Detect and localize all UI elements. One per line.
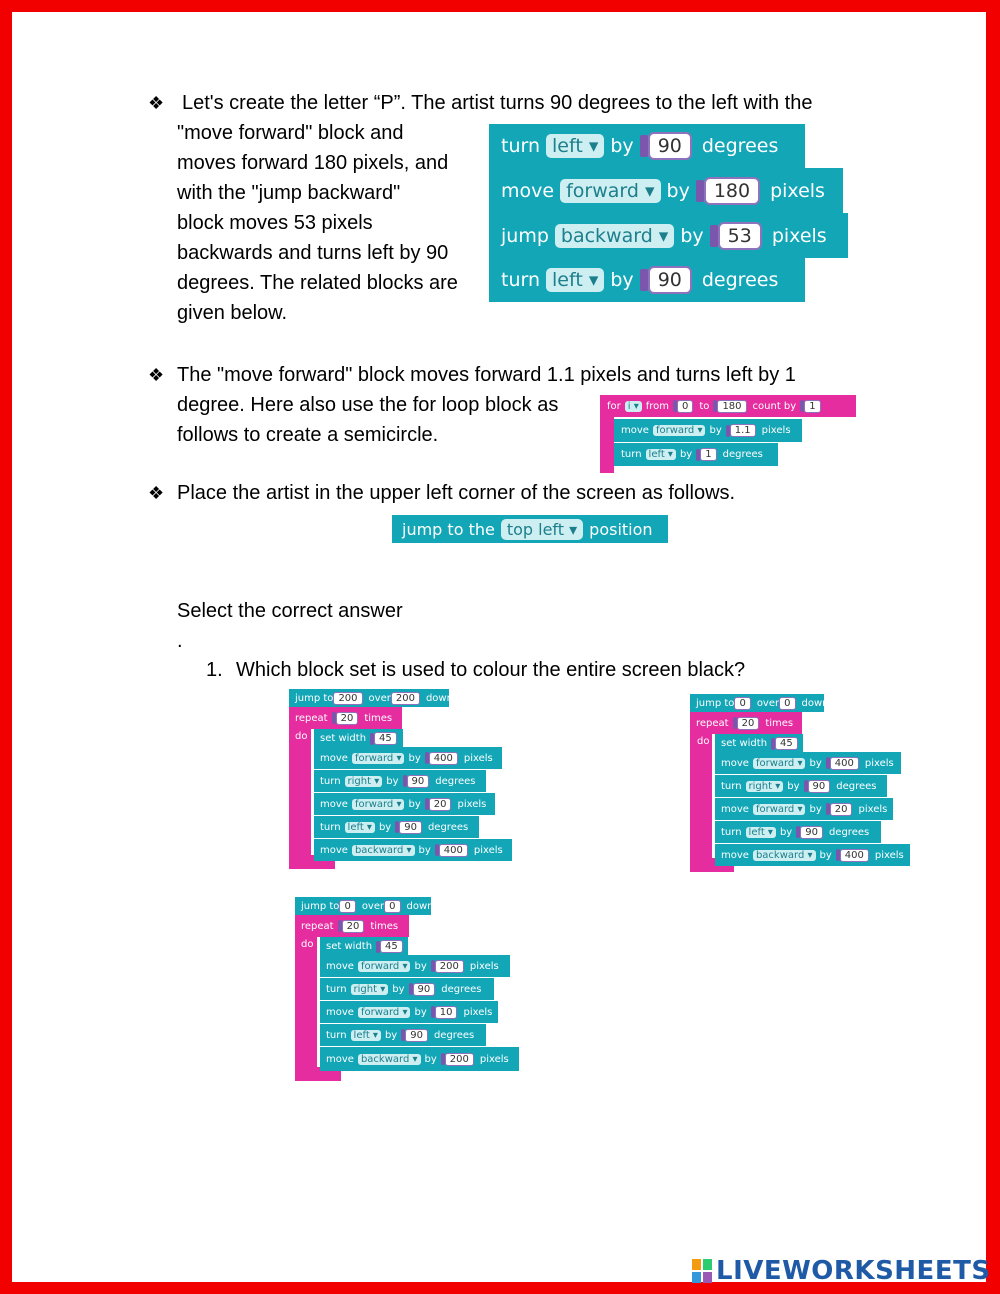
value-slot: [692, 448, 722, 461]
jump-to-position-block[interactable]: [392, 515, 668, 543]
block-verb: turn: [501, 269, 541, 291]
section3-line1: Place the artist in the upper left corner of the screen as follows.: [177, 482, 736, 504]
value-slot: [792, 826, 829, 839]
value-slot: [822, 757, 865, 770]
value-slot: [333, 692, 368, 705]
value-slot: [669, 400, 699, 413]
block-by: by: [680, 224, 704, 247]
plug-shape: [733, 717, 737, 729]
times-label: times: [364, 712, 393, 724]
block-unit: degrees: [427, 821, 469, 833]
jump-backward-block[interactable]: [489, 213, 848, 258]
direction-dropdown[interactable]: left ▾: [351, 1030, 381, 1041]
value-input[interactable]: 90: [808, 780, 831, 793]
section2-line2: degree. Here also use the for loop block as: [177, 394, 559, 416]
plug-shape: [409, 983, 413, 995]
section2-line1: The "move forward" block moves forward 1.1 pixels and turns left by 1: [177, 364, 796, 386]
value-input[interactable]: 90: [407, 775, 430, 788]
value-input[interactable]: 20: [429, 798, 452, 811]
value-slot: [431, 844, 474, 857]
do-label: do: [301, 939, 314, 950]
value-slot: [399, 775, 436, 788]
section2-line3: follows to create a semicircle.: [177, 424, 439, 446]
value-slot: [437, 1053, 480, 1066]
logo-square: [692, 1272, 701, 1283]
block-by: by: [414, 960, 427, 972]
do-label: do: [295, 731, 308, 742]
direction-dropdown[interactable]: backward ▾: [358, 1054, 421, 1065]
direction-dropdown[interactable]: backward ▾: [352, 845, 415, 856]
value-slot: [796, 400, 826, 413]
block-label: set width: [721, 738, 768, 749]
direction-dropdown[interactable]: forward ▾: [358, 961, 411, 972]
direction-dropdown[interactable]: left ▾: [546, 134, 604, 158]
block-unit: degrees: [435, 775, 476, 787]
value-slot: [634, 266, 702, 294]
block-unit: pixels: [864, 757, 894, 769]
plug-shape: [640, 269, 648, 291]
value-input[interactable]: 200: [445, 1053, 474, 1066]
move-forward-block[interactable]: [314, 793, 495, 815]
direction-dropdown[interactable]: forward ▾: [753, 804, 806, 815]
for-label: for: [607, 400, 621, 412]
position-dropdown[interactable]: top left ▾: [501, 519, 583, 540]
block-label: jump to: [301, 900, 340, 912]
block-verb: turn: [326, 1029, 347, 1041]
value-slot: [427, 1006, 464, 1019]
block-by: by: [709, 425, 722, 436]
count-by-label: count by: [752, 400, 797, 412]
variable-dropdown[interactable]: i ▾: [625, 401, 642, 412]
block-verb: turn: [621, 449, 642, 460]
section1-line1: Let's create the letter “P”. The artist turns 90 degrees to the left with the: [182, 92, 813, 114]
text-line: backwards and turns left by 90: [177, 242, 449, 264]
move-forward-block[interactable]: [320, 1001, 498, 1023]
block-verb: move: [721, 849, 749, 861]
jump-to-block[interactable]: [289, 689, 453, 707]
over-label: over: [756, 697, 780, 709]
block-by: by: [809, 757, 822, 769]
value-slot: [405, 983, 442, 996]
direction-dropdown[interactable]: forward ▾: [753, 758, 806, 769]
plug-shape: [640, 135, 648, 157]
repeat-input[interactable]: 20: [737, 717, 760, 730]
value-slot: [421, 752, 464, 765]
plug-shape: [403, 775, 407, 787]
value-slot: [391, 821, 428, 834]
move-backward-block[interactable]: [320, 1047, 519, 1071]
value-input[interactable]: 180: [704, 177, 760, 205]
value-slot: [690, 177, 770, 205]
block-by: by: [408, 752, 421, 764]
block-by: by: [414, 1006, 427, 1018]
times-label: times: [765, 717, 794, 729]
plug-shape: [696, 180, 704, 202]
repeat-input[interactable]: 20: [336, 712, 359, 725]
do-label: do: [697, 736, 710, 747]
direction-dropdown[interactable]: forward ▾: [358, 1007, 411, 1018]
value-slot: [391, 692, 426, 705]
question-number: 1.: [206, 659, 223, 681]
value-slot: [372, 940, 409, 953]
value-input[interactable]: 90: [648, 266, 692, 294]
width-input[interactable]: 45: [374, 732, 397, 745]
to-input[interactable]: 180: [717, 400, 746, 413]
move-backward-block[interactable]: [314, 839, 512, 861]
block-verb: turn: [721, 780, 742, 792]
x-input[interactable]: 0: [339, 900, 355, 913]
move-forward-block[interactable]: [314, 747, 502, 769]
value-input[interactable]: 90: [648, 132, 692, 160]
value-input[interactable]: 53: [718, 222, 762, 250]
value-slot: [734, 697, 756, 710]
turn-left-block[interactable]: [489, 124, 805, 168]
block-by: by: [408, 798, 421, 810]
block-unit: pixels: [479, 1053, 509, 1065]
bullet-icon: ❖: [148, 93, 165, 113]
width-input[interactable]: 45: [775, 737, 798, 750]
block-by: by: [386, 775, 399, 787]
repeat-input[interactable]: 20: [342, 920, 365, 933]
count-input[interactable]: 1: [804, 400, 820, 413]
value-slot: [384, 900, 406, 913]
value-slot: [427, 960, 470, 973]
value-input[interactable]: 200: [435, 960, 464, 973]
block-unit: degrees: [836, 780, 877, 792]
direction-dropdown[interactable]: right ▾: [345, 776, 383, 787]
block-by: by: [384, 1029, 398, 1041]
value-input[interactable]: 90: [399, 821, 422, 834]
jump-to-block[interactable]: [690, 694, 829, 712]
value-slot: [328, 712, 365, 725]
value-slot: [634, 132, 702, 160]
block-unit: degrees: [701, 135, 779, 157]
direction-dropdown[interactable]: left ▾: [546, 268, 604, 292]
block-unit: pixels: [770, 179, 825, 202]
block-suffix: position: [589, 519, 653, 539]
block-by: by: [779, 826, 793, 838]
value-slot: [421, 798, 458, 811]
value-input[interactable]: 1: [700, 448, 716, 461]
down-label: down: [801, 697, 829, 709]
block-verb: move: [326, 1053, 354, 1065]
block-by: by: [418, 844, 431, 856]
value-slot: [334, 920, 371, 933]
logo-text: LIVEWORKSHEETS: [716, 1256, 991, 1286]
over-label: over: [361, 900, 385, 912]
move-forward-block[interactable]: [715, 752, 901, 774]
repeat-block[interactable]: [690, 712, 802, 734]
block-prefix: jump to the: [402, 519, 495, 539]
plug-shape: [804, 780, 808, 792]
block-unit: pixels: [473, 844, 503, 856]
value-input[interactable]: 400: [830, 757, 859, 770]
block-by: by: [666, 179, 690, 202]
move-backward-block[interactable]: [715, 844, 910, 866]
logo-square: [692, 1259, 701, 1270]
direction-dropdown[interactable]: left ▾: [345, 822, 375, 833]
turn-left-block[interactable]: [314, 816, 479, 838]
value-slot: [366, 732, 403, 745]
block-verb: turn: [721, 826, 742, 838]
plug-shape: [710, 225, 718, 247]
y-input[interactable]: 0: [779, 697, 795, 710]
value-slot: [709, 400, 752, 413]
plug-shape: [332, 712, 336, 724]
direction-dropdown[interactable]: forward ▾: [352, 753, 405, 764]
down-label: down: [406, 900, 434, 912]
text-line: with the "jump backward": [177, 182, 401, 204]
block-label: set width: [320, 733, 367, 744]
value-input[interactable]: 90: [405, 1029, 428, 1042]
block-by: by: [610, 135, 634, 157]
turn-left-block[interactable]: [715, 821, 881, 843]
block-unit: degrees: [433, 1029, 475, 1041]
block-label: jump to: [295, 692, 334, 704]
block-verb: move: [501, 179, 555, 202]
value-slot: [704, 222, 772, 250]
block-unit: degrees: [701, 269, 779, 291]
direction-dropdown[interactable]: backward ▾: [555, 224, 674, 248]
instruction-text: Select the correct answer: [177, 600, 403, 622]
block-unit: degrees: [441, 983, 482, 995]
value-input[interactable]: 90: [800, 826, 823, 839]
value-input[interactable]: 10: [435, 1006, 458, 1019]
question-text: Which block set is used to colour the entire screen black?: [236, 659, 746, 681]
block-by: by: [378, 821, 392, 833]
block-unit: pixels: [463, 752, 493, 764]
turn-right-block[interactable]: [314, 770, 486, 792]
direction-dropdown[interactable]: left ▾: [746, 827, 776, 838]
value-input[interactable]: 90: [413, 983, 436, 996]
block-label: jump to: [696, 697, 735, 709]
block-verb: turn: [326, 983, 347, 995]
direction-dropdown[interactable]: backward ▾: [753, 850, 816, 861]
width-input[interactable]: 45: [380, 940, 403, 953]
y-input[interactable]: 200: [391, 692, 420, 705]
block-verb: move: [326, 1006, 354, 1018]
block-label: set width: [326, 941, 373, 952]
value-slot: [767, 737, 804, 750]
dot-text: .: [177, 630, 183, 652]
block-verb: move: [326, 960, 354, 972]
logo-badge-icon: [692, 1259, 712, 1283]
x-input[interactable]: 0: [734, 697, 750, 710]
for-loop-block[interactable]: [600, 395, 856, 417]
direction-dropdown[interactable]: left ▾: [646, 449, 676, 460]
liveworksheets-logo[interactable]: [692, 1256, 991, 1286]
value-slot: [832, 849, 875, 862]
move-forward-block[interactable]: [614, 419, 802, 442]
block-unit: pixels: [463, 1006, 493, 1018]
block-by: by: [392, 983, 405, 995]
move-forward-block[interactable]: [715, 798, 893, 820]
direction-dropdown[interactable]: right ▾: [746, 781, 784, 792]
turn-left-block[interactable]: [614, 443, 778, 466]
value-slot: [800, 780, 837, 793]
value-slot: [339, 900, 361, 913]
block-verb: turn: [320, 821, 341, 833]
block-unit: degrees: [722, 449, 763, 460]
move-forward-block[interactable]: [489, 168, 843, 213]
block-verb: move: [721, 803, 749, 815]
move-forward-block[interactable]: [320, 955, 510, 977]
turn-right-block[interactable]: [320, 978, 494, 1000]
times-label: times: [370, 920, 399, 932]
text-line: moves forward 180 pixels, and: [177, 152, 449, 174]
set-width-block[interactable]: [320, 937, 408, 956]
block-by: by: [809, 803, 822, 815]
value-input[interactable]: 400: [429, 752, 458, 765]
block-verb: turn: [320, 775, 341, 787]
block-unit: degrees: [828, 826, 870, 838]
jump-to-block[interactable]: [295, 897, 434, 915]
value-input[interactable]: 20: [830, 803, 853, 816]
block-verb: move: [320, 844, 348, 856]
block-verb: move: [621, 425, 649, 436]
block-verb: move: [721, 757, 749, 769]
direction-dropdown[interactable]: right ▾: [351, 984, 389, 995]
from-input[interactable]: 0: [677, 400, 693, 413]
x-input[interactable]: 200: [333, 692, 362, 705]
turn-right-block[interactable]: [715, 775, 887, 797]
plug-shape: [338, 920, 342, 932]
direction-dropdown[interactable]: forward ▾: [560, 179, 660, 203]
block-unit: pixels: [858, 803, 888, 815]
text-line: given below.: [177, 302, 288, 324]
text-line: block moves 53 pixels: [177, 212, 373, 234]
block-verb: turn: [501, 135, 541, 157]
text-line: "move forward" block and: [177, 122, 404, 144]
block-unit: pixels: [761, 425, 791, 436]
block-by: by: [424, 1053, 437, 1065]
value-slot: [779, 697, 801, 710]
block-label: repeat: [295, 712, 328, 724]
set-width-block[interactable]: [314, 729, 403, 748]
value-slot: [397, 1029, 434, 1042]
text-line: degrees. The related blocks are: [177, 272, 458, 294]
logo-square: [703, 1272, 712, 1283]
block-by: by: [787, 780, 800, 792]
section1-paragraph: [177, 118, 477, 328]
block-unit: pixels: [469, 960, 499, 972]
bullet-icon: ❖: [148, 483, 165, 503]
bullet-icon: ❖: [148, 365, 165, 385]
block-verb: move: [320, 798, 348, 810]
repeat-block[interactable]: [295, 915, 409, 937]
repeat-block[interactable]: [289, 707, 402, 729]
logo-square: [703, 1259, 712, 1270]
value-input[interactable]: 400: [840, 849, 869, 862]
from-label: from: [645, 400, 670, 412]
block-by: by: [610, 269, 634, 291]
block-verb: move: [320, 752, 348, 764]
value-input[interactable]: 400: [439, 844, 468, 857]
block-unit: pixels: [457, 798, 487, 810]
down-label: down: [425, 692, 453, 704]
value-slot: [822, 803, 859, 816]
direction-dropdown[interactable]: forward ▾: [352, 799, 405, 810]
value-slot: [729, 717, 766, 730]
block-label: repeat: [696, 717, 729, 729]
set-width-block[interactable]: [715, 734, 803, 753]
value-input[interactable]: 1.1: [730, 424, 756, 437]
block-by: by: [679, 449, 693, 460]
to-label: to: [699, 400, 710, 412]
y-input[interactable]: 0: [384, 900, 400, 913]
block-verb: jump: [501, 224, 549, 247]
direction-dropdown[interactable]: forward ▾: [653, 425, 706, 436]
block-label: repeat: [301, 920, 334, 932]
block-unit: pixels: [874, 849, 904, 861]
value-slot: [722, 424, 762, 437]
turn-left-block[interactable]: [320, 1024, 486, 1046]
block-unit: pixels: [771, 224, 827, 247]
turn-left-block[interactable]: [489, 258, 805, 302]
over-label: over: [368, 692, 391, 704]
block-by: by: [819, 849, 832, 861]
